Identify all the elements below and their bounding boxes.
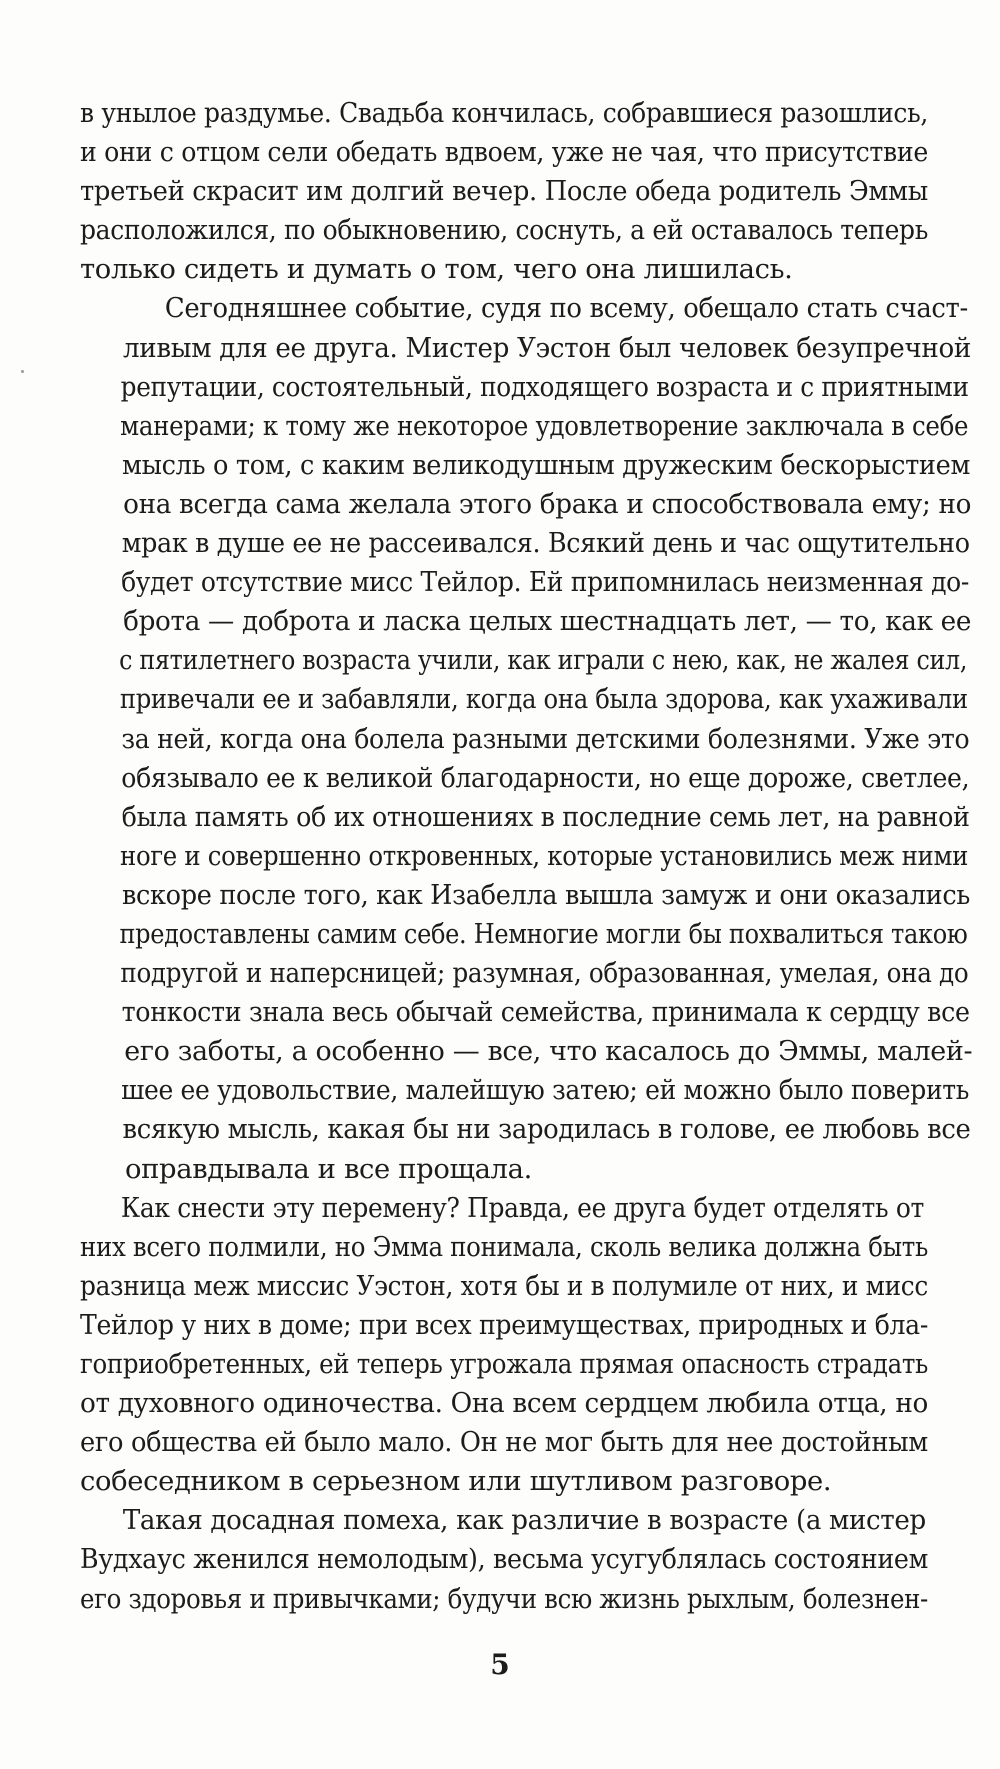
text-line: Тейлор у них в доме; при всех преимуществах, природных и бла- [80, 1309, 929, 1341]
margin-speck [21, 370, 24, 373]
text-line: в унылое раздумье. Свадьба кончилась, собравшиеся разошлись, [80, 98, 928, 129]
text-line: всякую мысль, какая бы ни зародилась в голове, ее любовь все [122, 1114, 971, 1146]
text-line: расположился, по обыкновению, соснуть, а ей оставалось теперь [80, 215, 928, 247]
text-line: от духовного одиночества. Она всем сердцем любила отца, но [80, 1388, 929, 1420]
paragraph-4 [80, 1501, 928, 1618]
text-line: подругой и наперсницей; разумная, образованная, умелая, она до [120, 958, 969, 990]
text-line: манерами; к тому же некоторое удовлетворение заключала в себе [120, 410, 969, 442]
text-line: его здоровья и привычками; будучи всю жизнь рыхлым, болезнен- [80, 1583, 929, 1615]
text-line: Сегодняшнее событие, судя по всему, обещало стать счаст- [164, 293, 968, 325]
text-line: предоставлены самим себе. Немногие могли бы похвалиться такою [119, 918, 968, 950]
text-line: Вудхаус женился немолодым), весьма усугублялась состоянием [80, 1544, 929, 1576]
text-line: была память об их отношениях в последние семь лет, на равной [121, 801, 970, 833]
text-line: шее ее удовольствие, малейшую затею; ей можно было поверить [121, 1075, 970, 1107]
text-line: и они с отцом сели обедать вдвоем, уже не чая, что присутствие [80, 137, 928, 169]
paragraph-2 [80, 289, 973, 1188]
text-line: ноге и совершенно откровенных, которые установились меж ними [120, 840, 969, 872]
paragraph-3 [80, 1189, 928, 1502]
text-line: его заботы, а особенно — все, что касалось до Эммы, малей- [124, 1036, 973, 1068]
text-line: привечали ее и забавляли, когда она была здорова, как ухаживали [119, 684, 968, 716]
page-body-text [80, 94, 973, 1619]
text-line: с пятилетнего возраста учили, как играли с нею, как, не жалея сил, [119, 645, 968, 677]
text-line: вскоре после того, как Изабелла вышла замуж и они оказались [121, 879, 970, 911]
text-line: обязывало ее к великой благодарности, но еще дороже, светлее, [121, 762, 970, 794]
text-line: только сидеть и думать о том, чего она лишилась. [80, 254, 793, 286]
text-line: репутации, состоятельный, подходящего возраста и с приятными [120, 371, 969, 403]
text-line: разница меж миссис Уэстон, хотя бы и в полумиле от них, и мисс [80, 1270, 928, 1302]
text-line: Такая досадная помеха, как различие в возрасте (а мистер [122, 1505, 926, 1537]
text-line: Как снести эту перемену? Правда, ее друга будет отделять от [120, 1192, 924, 1224]
text-line: за ней, когда она болела разными детскими болезнями. Уже это [121, 723, 970, 755]
text-line: тонкости знала весь обычай семейства, принимала к сердцу все [121, 997, 970, 1029]
text-line: ливым для ее друга. Мистер Уэстон был человек безупречной [122, 332, 972, 364]
text-line: будет отсутствие мисс Тейлор. Ей припомнилась неизменная до- [121, 567, 970, 599]
text-line: третьей скрасит им долгий вечер. После обеда родитель Эммы [80, 176, 928, 208]
text-line: брота — доброта и ласка целых шестнадцать лет, — то, как ее [123, 606, 972, 638]
text-line: его общества ей было мало. Он не мог быть для нее достойным [80, 1427, 928, 1459]
page-number: 5 [490, 1648, 510, 1681]
text-line: мысль о том, с каким великодушным дружеским бескорыстием [122, 449, 971, 481]
text-line: них всего полмили, но Эмма понимала, сколь велика должна быть [80, 1231, 929, 1263]
text-line: она всегда сама желала этого брака и способствовала ему; но [123, 488, 972, 520]
text-line: оправдывала и все прощала. [125, 1153, 532, 1185]
paragraph-1 [80, 94, 928, 289]
text-line: собеседником в серьезном или шутливом разговоре. [80, 1466, 832, 1498]
text-line: гоприобретенных, ей теперь угрожала прямая опасность страдать [80, 1349, 929, 1380]
text-line: мрак в душе ее не рассеивался. Всякий день и час ощутительно [121, 528, 970, 560]
